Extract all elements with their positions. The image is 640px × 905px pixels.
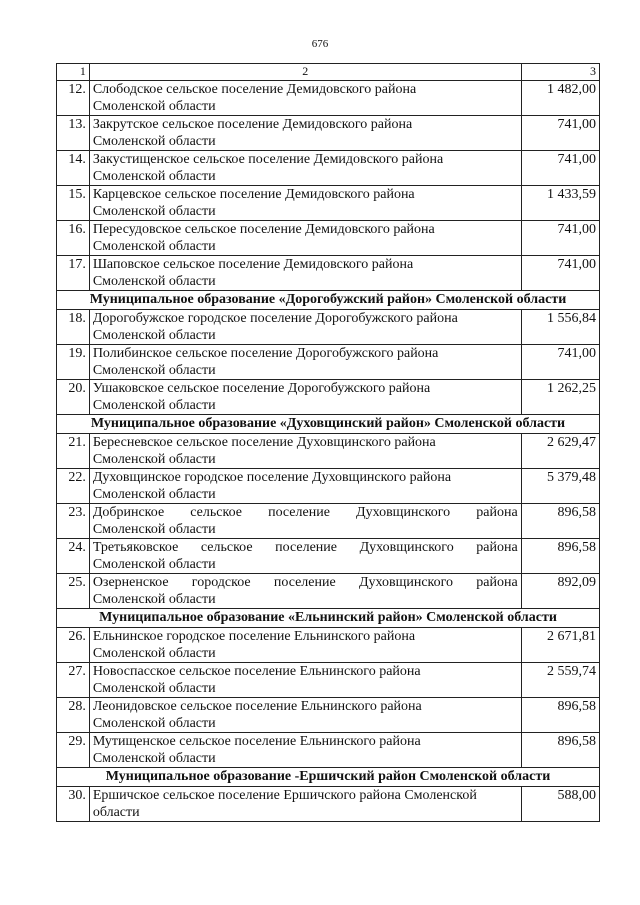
- settlement-name-line-2: Смоленской области: [92, 557, 216, 572]
- allocation-table: [56, 63, 600, 822]
- settlement-name: [89, 504, 521, 539]
- table-row: [57, 81, 600, 116]
- amount-value: 896,58: [521, 504, 599, 539]
- header-col-3: 3: [521, 64, 599, 81]
- row-number: 16.: [57, 221, 90, 256]
- amount-value: 741,00: [521, 256, 599, 291]
- amount-value: 896,58: [521, 539, 599, 574]
- settlement-name: [89, 151, 521, 186]
- section-header-row: [57, 768, 600, 787]
- table-row: [57, 116, 600, 151]
- settlement-name: [89, 256, 521, 291]
- table-row: [57, 539, 600, 574]
- table-row: [57, 221, 600, 256]
- row-number: 27.: [57, 663, 90, 698]
- table-row: [57, 380, 600, 415]
- table-row: [57, 434, 600, 469]
- settlement-name-line-1: Озерненское городское поселение Духовщинского района: [92, 575, 518, 590]
- amount-value: 892,09: [521, 574, 599, 609]
- settlement-name-line-1: Мутищенское сельское поселение Ельнинского района: [92, 734, 421, 749]
- page-number: 676: [311, 38, 329, 50]
- table-row: [57, 663, 600, 698]
- settlement-name: [89, 434, 521, 469]
- row-number: 23.: [57, 504, 90, 539]
- table-body: [57, 64, 600, 822]
- settlement-name-line-1: Новоспасское сельское поселение Ельнинского района: [92, 664, 421, 679]
- settlement-name-line-1: Дорогобужское городское поселение Дорогобужского района: [92, 311, 458, 326]
- row-number: 13.: [57, 116, 90, 151]
- table-row: [57, 151, 600, 186]
- settlement-name-line-2: Смоленской области: [92, 751, 216, 766]
- row-number: 12.: [57, 81, 90, 116]
- table-row: [57, 787, 600, 822]
- amount-value: 741,00: [521, 221, 599, 256]
- settlement-name: [89, 345, 521, 380]
- row-number: 29.: [57, 733, 90, 768]
- settlement-name-line-2: Смоленской области: [92, 592, 216, 607]
- settlement-name-line-2: Смоленской области: [92, 452, 216, 467]
- row-number: 22.: [57, 469, 90, 504]
- row-number: 18.: [57, 310, 90, 345]
- table-row: [57, 345, 600, 380]
- settlement-name: [89, 733, 521, 768]
- settlement-name-line-1: Полибинское сельское поселение Дорогобужского района: [92, 346, 439, 361]
- amount-value: 2 629,47: [521, 434, 599, 469]
- settlement-name-line-2: Смоленской области: [92, 646, 216, 661]
- amount-value: 896,58: [521, 698, 599, 733]
- settlement-name: [89, 663, 521, 698]
- settlement-name-line-1: Ельнинское городское поселение Ельнинского района: [92, 629, 416, 644]
- table-row: [57, 186, 600, 221]
- settlement-name-line-2: Смоленской области: [92, 681, 216, 696]
- row-number: 28.: [57, 698, 90, 733]
- section-header-row: [57, 609, 600, 628]
- row-number: 17.: [57, 256, 90, 291]
- settlement-name: [89, 574, 521, 609]
- amount-value: 588,00: [521, 787, 599, 822]
- row-number: 21.: [57, 434, 90, 469]
- amount-value: 741,00: [521, 345, 599, 380]
- settlement-name-line-2: Смоленской области: [92, 522, 216, 537]
- settlement-name-line-2: Смоленской области: [92, 169, 216, 184]
- settlement-name: [89, 787, 521, 822]
- settlement-name-line-2: Смоленской области: [92, 363, 216, 378]
- settlement-name-line-1: Ершичское сельское поселение Ершичского района Смоленской: [92, 788, 477, 803]
- settlement-name-line-2: Смоленской области: [92, 328, 216, 343]
- settlement-name-line-2: Смоленской области: [92, 134, 216, 149]
- row-number: 25.: [57, 574, 90, 609]
- table-row: [57, 256, 600, 291]
- amount-value: 2 559,74: [521, 663, 599, 698]
- section-title: Муниципальное образование «Ельнинский район» Смоленской области: [57, 609, 600, 628]
- settlement-name-line-1: Закустищенское сельское поселение Демидовского района: [92, 152, 444, 167]
- settlement-name-line-2: Смоленской области: [92, 274, 216, 289]
- row-number: 24.: [57, 539, 90, 574]
- settlement-name-line-2: Смоленской области: [92, 398, 216, 413]
- amount-value: 741,00: [521, 151, 599, 186]
- settlement-name: [89, 221, 521, 256]
- settlement-name: [89, 628, 521, 663]
- settlement-name-line-1: Слободское сельское поселение Демидовского района: [92, 82, 417, 97]
- table-row: [57, 469, 600, 504]
- table-row: [57, 733, 600, 768]
- row-number: 26.: [57, 628, 90, 663]
- header-col-1: 1: [57, 64, 90, 81]
- amount-value: 1 262,25: [521, 380, 599, 415]
- settlement-name-line-1: Леонидовское сельское поселение Ельнинского района: [92, 699, 422, 714]
- settlement-name-line-1: Бересневское сельское поселение Духовщинского района: [92, 435, 436, 450]
- settlement-name-line-1: Шаповское сельское поселение Демидовского района: [92, 257, 414, 272]
- settlement-name-line-2: Смоленской области: [92, 239, 216, 254]
- amount-value: 2 671,81: [521, 628, 599, 663]
- settlement-name-line-1: Духовщинское городское поселение Духовщинского района: [92, 470, 452, 485]
- settlement-name: [89, 310, 521, 345]
- amount-value: 1 556,84: [521, 310, 599, 345]
- settlement-name: [89, 698, 521, 733]
- amount-value: 896,58: [521, 733, 599, 768]
- settlement-name: [89, 469, 521, 504]
- settlement-name-line-1: Добринское сельское поселение Духовщинского района: [92, 505, 518, 520]
- section-title: Муниципальное образование «Духовщинский район» Смоленской области: [57, 415, 600, 434]
- section-header-row: [57, 291, 600, 310]
- settlement-name: [89, 81, 521, 116]
- settlement-name-line-1: Пересудовское сельское поселение Демидовского района: [92, 222, 435, 237]
- settlement-name-line-1: Третьяковское сельское поселение Духовщинского района: [92, 540, 518, 555]
- table-row: [57, 504, 600, 539]
- settlement-name: [89, 116, 521, 151]
- settlement-name-line-2: Смоленской области: [92, 487, 216, 502]
- row-number: 19.: [57, 345, 90, 380]
- settlement-name: [89, 380, 521, 415]
- settlement-name-line-1: Закрутское сельское поселение Демидовского района: [92, 117, 413, 132]
- settlement-name-line-1: Ушаковское сельское поселение Дорогобужского района: [92, 381, 431, 396]
- settlement-name-line-2: области: [92, 805, 140, 820]
- amount-value: 5 379,48: [521, 469, 599, 504]
- table-row: [57, 698, 600, 733]
- amount-value: 1 433,59: [521, 186, 599, 221]
- table-row: [57, 574, 600, 609]
- settlement-name: [89, 539, 521, 574]
- section-header-row: [57, 415, 600, 434]
- table-row: [57, 628, 600, 663]
- amount-value: 741,00: [521, 116, 599, 151]
- row-number: 15.: [57, 186, 90, 221]
- row-number: 30.: [57, 787, 90, 822]
- table-header-row: [57, 64, 600, 81]
- settlement-name-line-2: Смоленской области: [92, 716, 216, 731]
- header-col-2: 2: [89, 64, 521, 81]
- settlement-name: [89, 186, 521, 221]
- table-row: [57, 310, 600, 345]
- row-number: 20.: [57, 380, 90, 415]
- settlement-name-line-2: Смоленской области: [92, 99, 216, 114]
- settlement-name-line-1: Карцевское сельское поселение Демидовского района: [92, 187, 415, 202]
- amount-value: 1 482,00: [521, 81, 599, 116]
- section-title: Муниципальное образование -Ершичский район Смоленской области: [57, 768, 600, 787]
- settlement-name-line-2: Смоленской области: [92, 204, 216, 219]
- section-title: Муниципальное образование «Дорогобужский район» Смоленской области: [57, 291, 600, 310]
- row-number: 14.: [57, 151, 90, 186]
